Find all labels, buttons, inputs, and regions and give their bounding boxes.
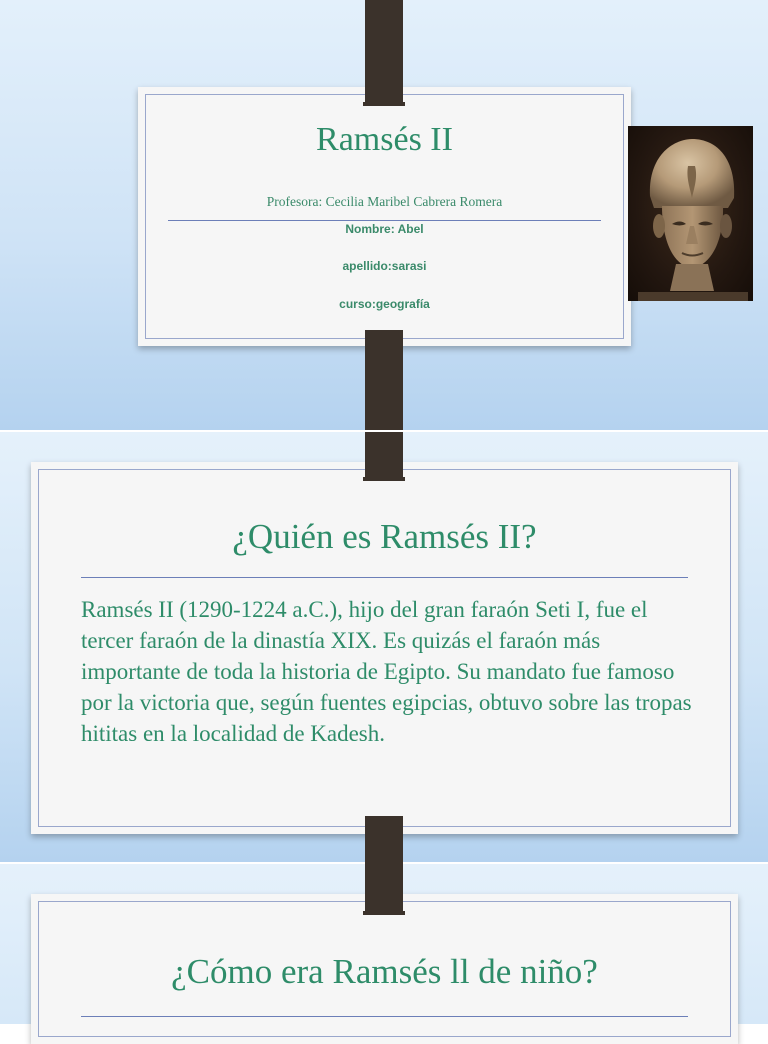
slide-title: [0, 0, 768, 432]
divider-line: [81, 577, 688, 578]
student-name: Nombre: Abel: [345, 222, 424, 236]
teacher-line: Profesora: Cecilia Maribel Cabrera Romera: [266, 194, 503, 209]
title-card: [138, 87, 631, 346]
slide-body-text: Ramsés II (1290-1224 a.C.), hijo del gran faraón Seti I, fue el tercer faraón de la dinastía XIX. Es quizás el faraón más importante de toda la historia de Egipto. Su mandato fue famoso por la victoria que, según fuentes egipcias, obtuvo sobre las tropas hititas en la localidad de Kadesh.: [81, 597, 692, 746]
student-course: curso:geografía: [339, 297, 430, 311]
binder-strap: [365, 330, 403, 432]
slide-heading: ¿Cómo era Ramsés ll de niño?: [171, 952, 598, 991]
content-card: [31, 894, 738, 1044]
content-card: [31, 462, 738, 834]
pharaoh-bust-image: [628, 126, 753, 301]
binder-strap: [365, 0, 403, 103]
slide-childhood: [0, 864, 768, 1024]
student-surname: apellido:sarasi: [342, 259, 427, 273]
binder-strap: [365, 432, 403, 478]
divider-line: [168, 220, 601, 221]
presentation-title: Ramsés II: [316, 121, 453, 158]
binder-strap: [365, 816, 403, 912]
slide-heading: ¿Quién es Ramsés II?: [232, 517, 537, 556]
slide-who-is: [0, 432, 768, 864]
divider-line: [81, 1016, 688, 1017]
ramses-bust-photo: [628, 126, 753, 301]
